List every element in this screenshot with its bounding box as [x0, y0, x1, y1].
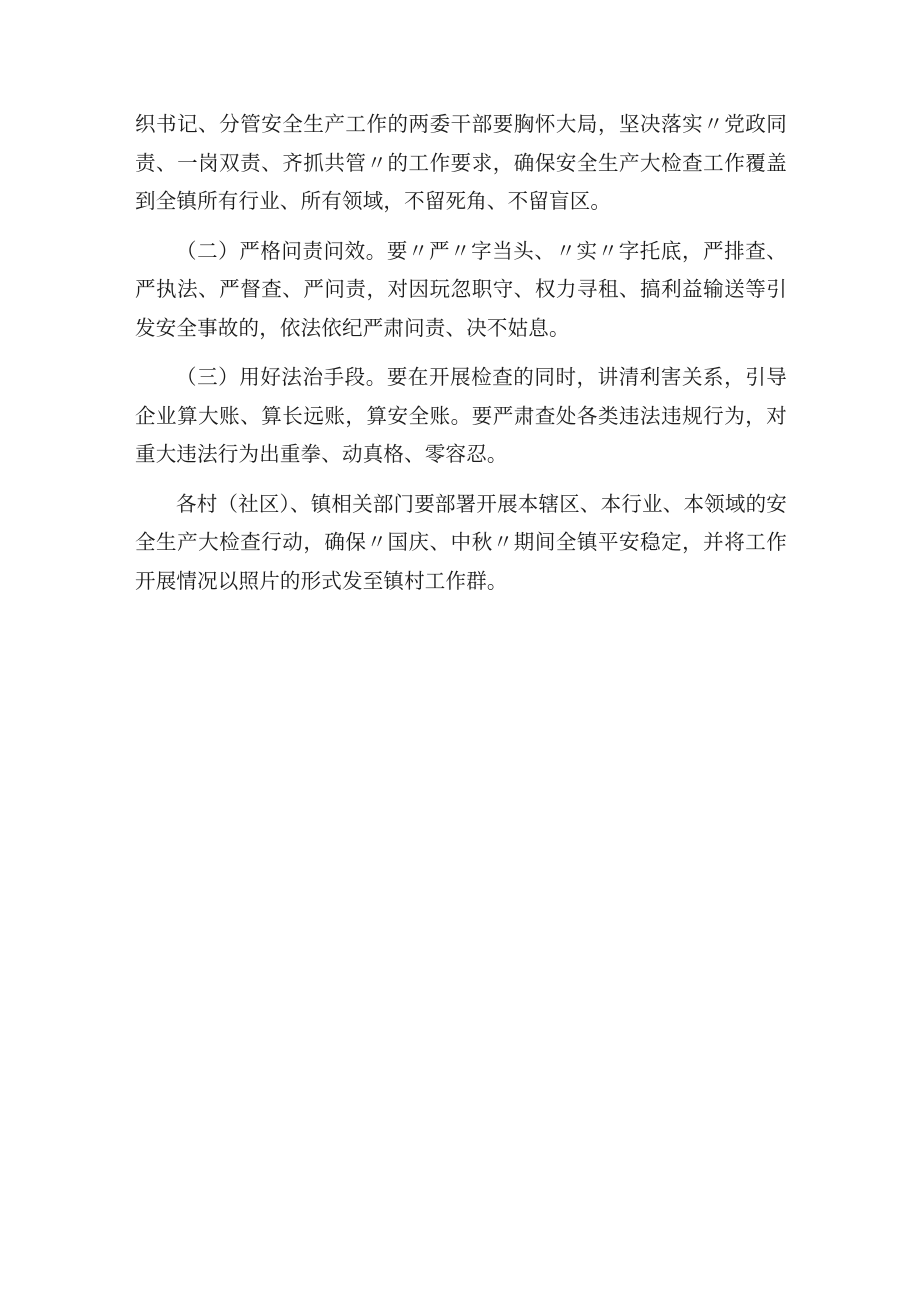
paragraph-rule-of-law: （三）用好法治手段。要在开展检查的同时，讲清利害关系，引导企业算大账、算长远账，算安全账。要严肃查处各类违法违规行为，对重大违法行为出重拳、动真格、零容忍。: [135, 365, 787, 466]
paragraph-continuation: 织书记、分管安全生产工作的两委干部要胸怀大局，坚决落实〃党政同责、一岗双责、齐抓共管〃的工作要求，确保安全生产大检查工作覆盖到全镇所有行业、所有领域，不留死角、不留盲区。: [135, 112, 787, 213]
document-body: [135, 105, 787, 611]
paragraph-accountability: （二）严格问责问效。要〃严〃字当头、〃实〃字托底，严排查、严执法、严督查、严问责，对因玩忽职守、权力寻租、搞利益输送等引发安全事故的，依法依纪严肃问责、决不姑息。: [135, 238, 787, 340]
paragraph-closing-instructions: 各村（社区）、镇相关部门要部署开展本辖区、本行业、本领域的安全生产大检查行动，确保〃国庆、中秋〃期间全镇平安稳定，并将工作开展情况以照片的形式发至镇村工作群。: [135, 491, 787, 593]
